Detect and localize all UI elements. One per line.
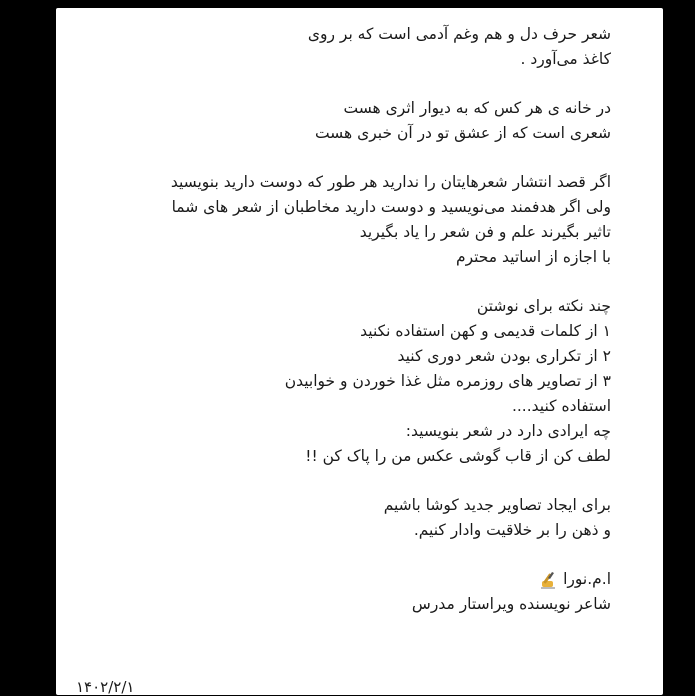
date-stamp: ۱۴۰۲/۲/۱ xyxy=(76,678,135,696)
text-line: و ذهن را بر خلاقیت وادار کنیم. xyxy=(413,521,611,539)
paragraph-closing xyxy=(71,493,611,543)
text-line: اگر قصد انتشار شعرهایتان را ندارید هر طور که دوست دارید بنویسید xyxy=(170,173,611,191)
text-card xyxy=(56,8,663,695)
writing-hand-icon xyxy=(539,571,559,589)
text-line: شعری است که از عشق تو در آن خبری هست xyxy=(314,124,611,142)
text-line: استفاده کنید.... xyxy=(511,397,611,415)
paragraph-verse xyxy=(71,96,611,146)
paragraph-advice xyxy=(71,170,611,270)
text-line: کاغذ می‌آورد . xyxy=(520,50,611,68)
text-line: برای ایجاد تصاویر جدید کوشا باشیم xyxy=(383,496,611,514)
text-line: ولی اگر هدفمند می‌نویسید و دوست دارید مخاطبان از شعر های شما xyxy=(171,198,611,216)
signature xyxy=(71,567,611,617)
author-name: ا.م.نورا xyxy=(563,570,611,588)
paragraph-tips xyxy=(71,294,611,469)
text-line: شعر حرف دل و هم وغم آدمی است که بر روی xyxy=(307,25,611,43)
paragraph-intro xyxy=(71,22,611,72)
text-line: لطف کن از قاب گوشی عکس من را پاک کن !! xyxy=(305,447,611,465)
signature-name-row xyxy=(71,567,611,592)
text-line: تاثیر بگیرند علم و فن شعر را یاد بگیرید xyxy=(359,223,611,241)
text-line: ۱ از کلمات قدیمی و کهن استفاده نکنید xyxy=(360,322,611,340)
author-title: شاعر نویسنده ویراستار مدرس xyxy=(411,595,611,613)
text-line: در خانه ی هر کس که به دیوار اثری هست xyxy=(343,99,611,117)
poem-text xyxy=(71,22,611,617)
text-line: با اجازه از اساتید محترم xyxy=(455,248,611,266)
text-line: ۲ از تکراری بودن شعر دوری کنید xyxy=(397,347,611,365)
text-line: ۳ از تصاویر های روزمره مثل غذا خوردن و خوابیدن xyxy=(284,372,611,390)
text-line: چه ایرادی دارد در شعر بنویسید: xyxy=(405,422,611,440)
text-line: چند نکته برای نوشتن xyxy=(476,297,611,315)
